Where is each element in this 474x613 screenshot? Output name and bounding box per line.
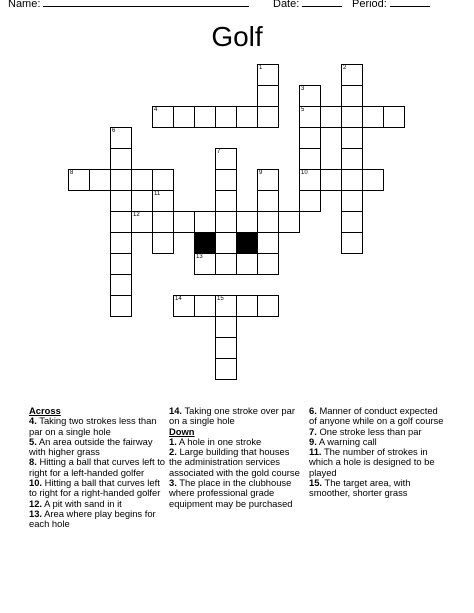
grid-cell[interactable] <box>341 211 363 233</box>
grid-cell[interactable] <box>173 295 195 317</box>
cell-number: 5 <box>301 107 305 113</box>
grid-cell[interactable] <box>362 106 384 128</box>
grid-cell[interactable] <box>110 127 132 149</box>
grid-cell[interactable] <box>299 169 321 191</box>
cell-number: 12 <box>133 212 140 218</box>
grid-cell[interactable] <box>215 190 237 212</box>
period-line <box>390 0 430 7</box>
grid-cell[interactable] <box>341 148 363 170</box>
period-field[interactable] <box>352 0 430 10</box>
grid-cell[interactable] <box>152 232 174 254</box>
grid-cell[interactable] <box>236 211 258 233</box>
grid-cell[interactable] <box>110 211 132 233</box>
grid-cell[interactable] <box>215 169 237 191</box>
grid-cell[interactable] <box>110 253 132 275</box>
grid-cell[interactable] <box>110 232 132 254</box>
grid-cell[interactable] <box>341 190 363 212</box>
cell-number: 13 <box>196 254 203 260</box>
grid-cell[interactable] <box>215 316 237 338</box>
grid-cell[interactable] <box>236 253 258 275</box>
cell-number: 15 <box>217 296 224 302</box>
grid-cell[interactable] <box>152 211 174 233</box>
black-cell <box>194 232 216 254</box>
cell-number: 6 <box>112 128 116 134</box>
grid-cell[interactable] <box>110 148 132 170</box>
clues-column-2 <box>169 406 305 509</box>
clue-across-13: 13. Area where play begins for each hole <box>29 507 156 530</box>
grid-cell[interactable] <box>320 169 342 191</box>
grid-cell[interactable] <box>299 148 321 170</box>
grid-cell[interactable] <box>257 211 279 233</box>
grid-cell[interactable] <box>341 64 363 86</box>
grid-cell[interactable] <box>173 211 195 233</box>
grid-cell[interactable] <box>131 169 153 191</box>
across-heading: Across <box>29 405 61 416</box>
grid-cell[interactable] <box>341 85 363 107</box>
grid-cell[interactable] <box>131 211 153 233</box>
clue-down-9: 9. A warning call <box>309 435 377 447</box>
grid-cell[interactable] <box>236 295 258 317</box>
grid-cell[interactable] <box>110 295 132 317</box>
clue-down-1: 1. A hole in one stroke <box>169 435 262 447</box>
grid-cell[interactable] <box>278 211 300 233</box>
period-label: Period: <box>352 0 387 10</box>
grid-cell[interactable] <box>236 106 258 128</box>
cell-number: 10 <box>301 170 308 176</box>
clues-column-3 <box>309 406 447 499</box>
grid-cell[interactable] <box>215 358 237 380</box>
cell-number: 14 <box>175 296 182 302</box>
grid-cell[interactable] <box>257 106 279 128</box>
clue-down-11: 11. The number of strokes in which a hole is designed to be played <box>309 446 435 478</box>
grid-cell[interactable] <box>215 106 237 128</box>
grid-cell[interactable] <box>257 64 279 86</box>
grid-cell[interactable] <box>194 295 216 317</box>
grid-cell[interactable] <box>152 169 174 191</box>
grid-cell[interactable] <box>173 106 195 128</box>
date-line <box>302 0 342 7</box>
grid-cell[interactable] <box>362 169 384 191</box>
name-label: Name: <box>8 0 41 10</box>
cell-number: 9 <box>259 170 263 176</box>
grid-cell[interactable] <box>215 211 237 233</box>
grid-cell[interactable] <box>257 295 279 317</box>
grid-cell[interactable] <box>215 337 237 359</box>
cell-number: 11 <box>154 191 161 197</box>
grid-cell[interactable] <box>341 169 363 191</box>
grid-cell[interactable] <box>152 106 174 128</box>
cell-number: 1 <box>259 65 263 71</box>
clue-across-8: 8. Hitting a ball that curves left to right for a left-handed golfer <box>29 456 166 478</box>
page-title: Golf <box>211 21 263 52</box>
grid-cell[interactable] <box>194 106 216 128</box>
cell-number: 7 <box>217 149 221 155</box>
name-line <box>43 0 249 7</box>
grid-cell[interactable] <box>341 232 363 254</box>
grid-cell[interactable] <box>194 253 216 275</box>
clue-down-3: 3. The place in the clubhouse where professional grade equipment may be purchased <box>169 477 293 509</box>
grid-cell[interactable] <box>215 295 237 317</box>
grid-cell[interactable] <box>215 253 237 275</box>
grid-cell[interactable] <box>110 169 132 191</box>
clue-across-4: 4. Taking two strokes less than par on a single hole <box>29 415 157 437</box>
grid-cell[interactable] <box>299 85 321 107</box>
grid-cell[interactable] <box>110 190 132 212</box>
clue-across-14: 14. Taking one stroke over par on a single hole <box>169 405 295 427</box>
date-field[interactable] <box>273 0 342 10</box>
grid-cell[interactable] <box>215 148 237 170</box>
grid-cell[interactable] <box>68 169 90 191</box>
grid-cell[interactable] <box>299 127 321 149</box>
down-heading: Down <box>169 425 195 437</box>
cell-number: 2 <box>343 65 347 71</box>
name-field[interactable] <box>8 0 249 10</box>
clue-across-5: 5. An area outside the fairway with higher grass <box>29 435 153 458</box>
clue-across-12: 12. A pit with sand in it <box>29 497 122 509</box>
grid-cell[interactable] <box>152 190 174 212</box>
grid-cell[interactable] <box>341 106 363 128</box>
grid-cell[interactable] <box>89 169 111 191</box>
grid-cell[interactable] <box>194 211 216 233</box>
grid-cell[interactable] <box>257 85 279 107</box>
grid-cell[interactable] <box>320 106 342 128</box>
cell-number: 8 <box>70 170 74 176</box>
black-cell <box>236 232 258 254</box>
cell-number: 4 <box>154 107 158 113</box>
grid-cell[interactable] <box>257 169 279 191</box>
clues-column-1 <box>29 406 167 530</box>
grid-cell[interactable] <box>383 106 405 128</box>
grid-cell[interactable] <box>299 190 321 212</box>
grid-cell[interactable] <box>257 253 279 275</box>
grid-cell[interactable] <box>341 127 363 149</box>
date-label: Date: <box>273 0 300 10</box>
cell-number: 3 <box>301 86 305 92</box>
clue-down-7: 7. One stroke less than par <box>309 425 422 437</box>
grid-cell[interactable] <box>299 106 321 128</box>
clue-across-10: 10. Hitting a ball that curves left to right for a right-handed golfer <box>29 477 161 499</box>
grid-cell[interactable] <box>110 274 132 296</box>
clue-down-2: 2. Large building that houses the administration services associated with the gold course <box>169 446 300 478</box>
clue-down-15: 15. The target area, with smoother, shorter grass <box>309 477 411 499</box>
clue-down-6: 6. Manner of conduct expected of anyone while on a golf course <box>309 405 444 427</box>
grid-cell[interactable] <box>215 232 237 254</box>
grid-cell[interactable] <box>257 190 279 212</box>
grid-cell[interactable] <box>257 232 279 254</box>
